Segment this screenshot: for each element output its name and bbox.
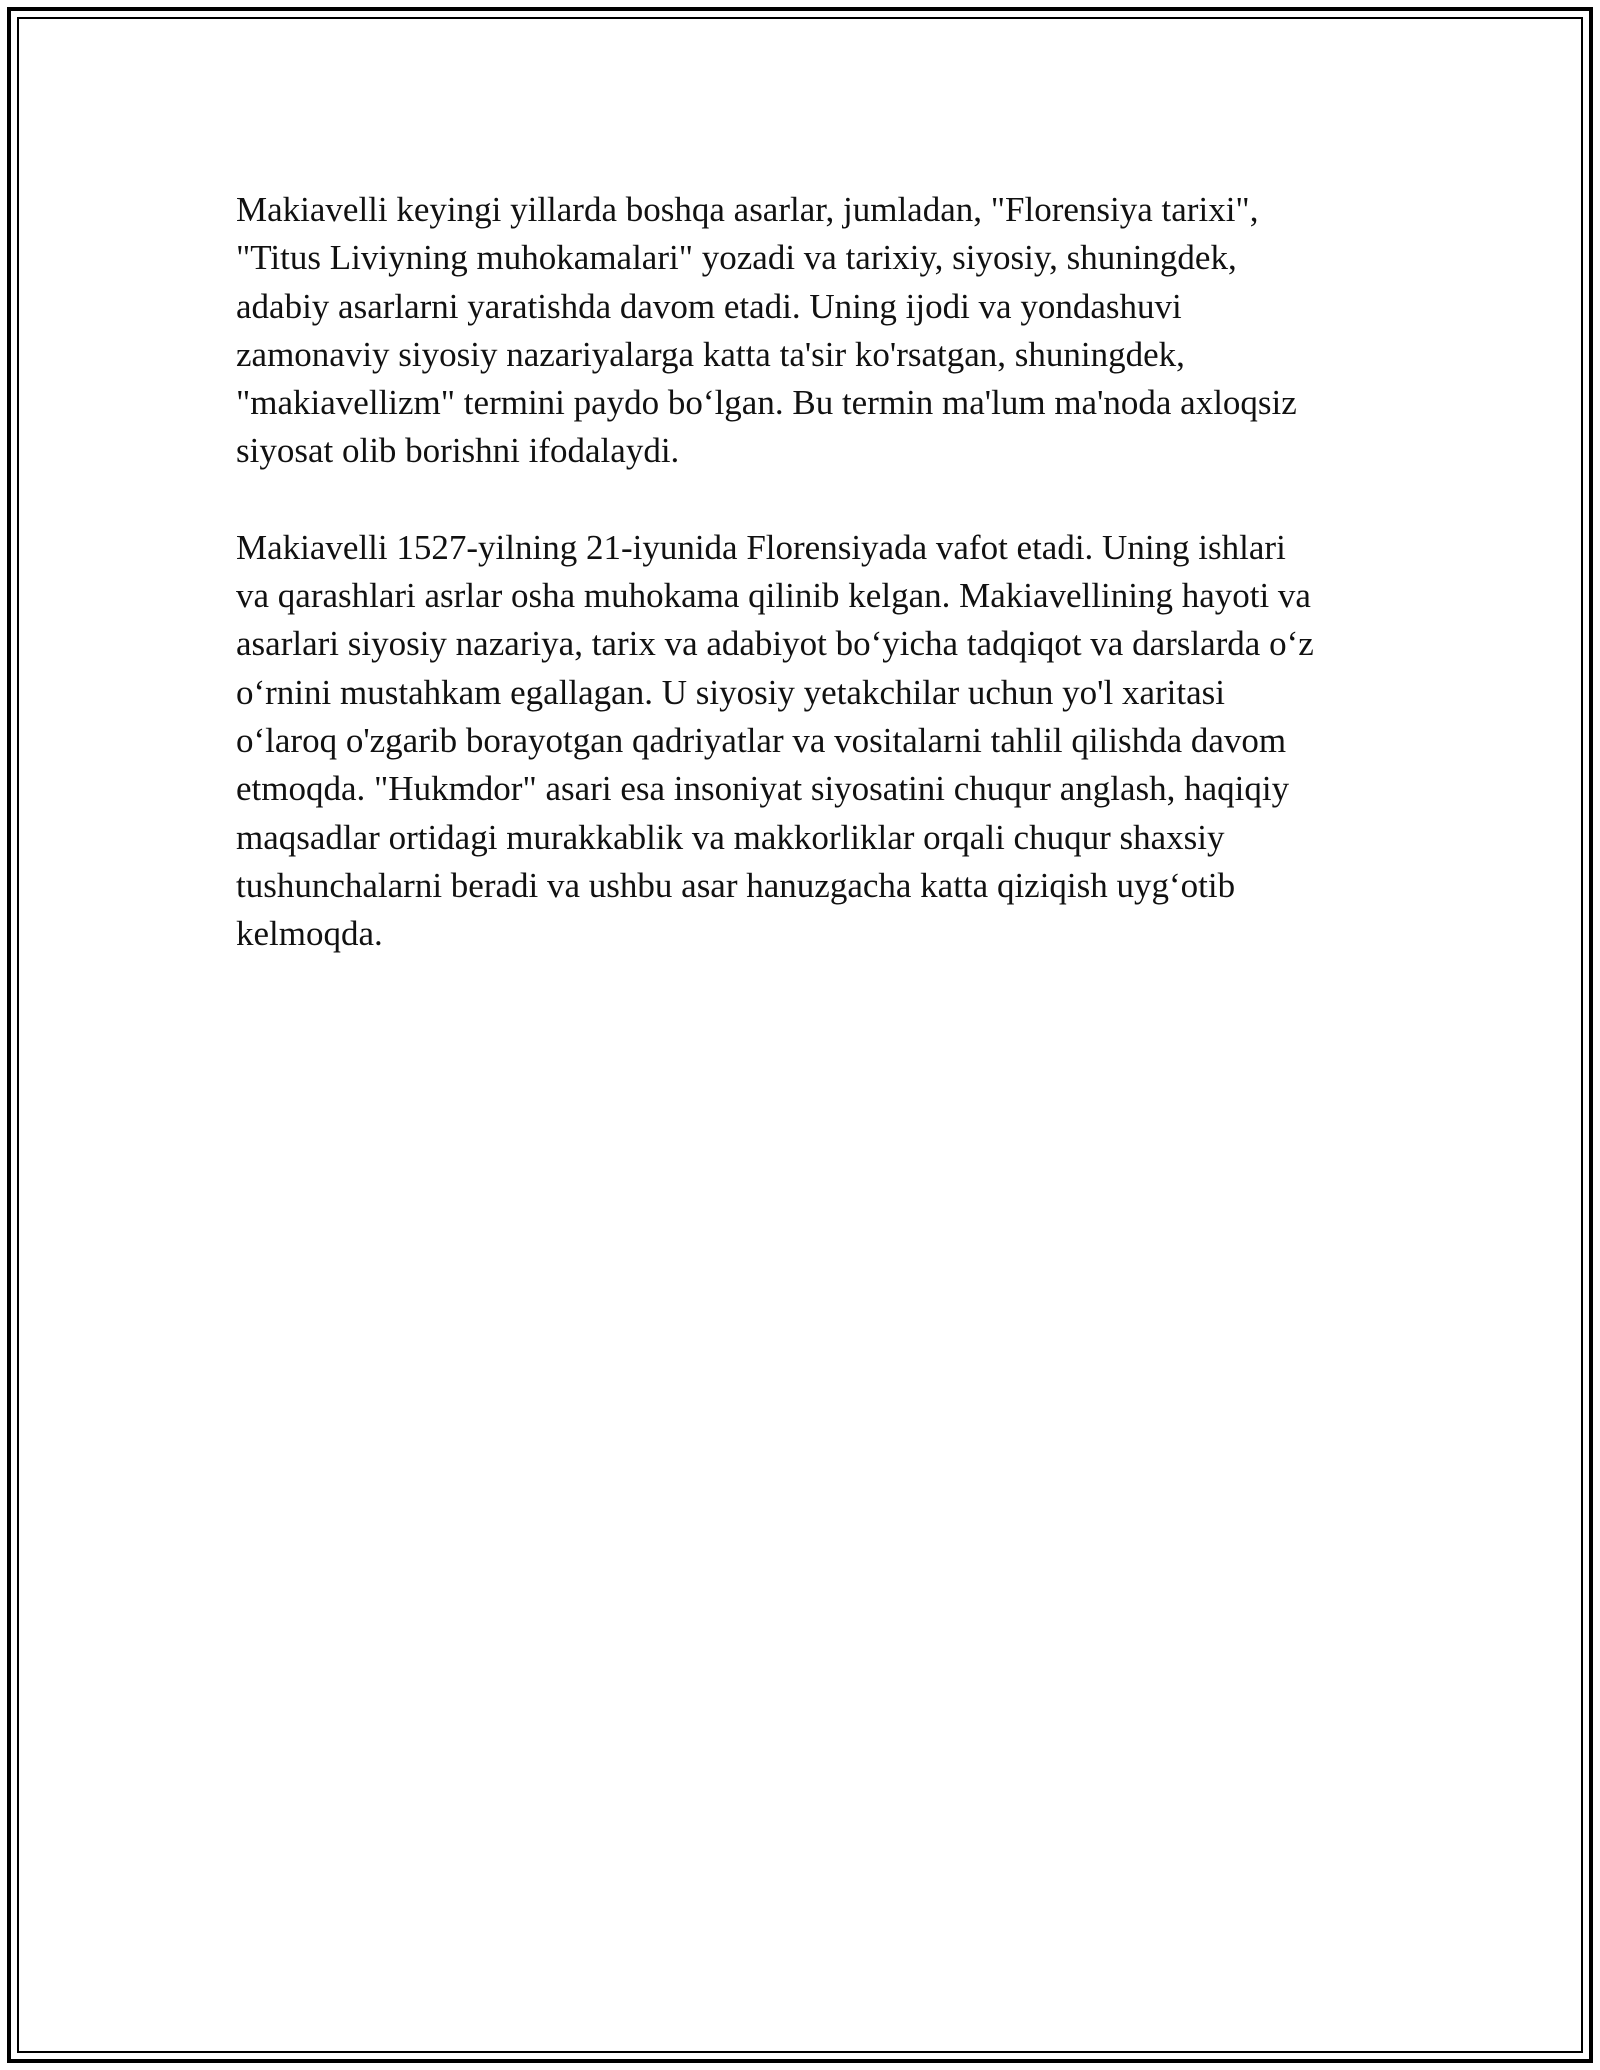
- paragraph-line: va qarashlari asrlar osha muhokama qilinib kelgan. Makiavellining hayoti va: [236, 576, 1311, 616]
- paragraph-line: kelmoqda.: [236, 914, 383, 954]
- paragraph-line: maqsadlar ortidagi murakkablik va makkorliklar orqali chuqur shaxsiy: [236, 817, 1225, 857]
- paragraph-2: [236, 524, 1376, 959]
- paragraph-line: o‘rnini mustahkam egallagan. U siyosiy yetakchilar uchun yo'l xaritasi: [236, 672, 1225, 712]
- paragraph-line: "makiavellizm" termini paydo bo‘lgan. Bu termin ma'lum ma'noda axloqsiz: [236, 383, 1297, 423]
- paragraph-line: o‘laroq o'zgarib borayotgan qadriyatlar va vositalarni tahlil qilishda davom: [236, 720, 1287, 760]
- paragraph-line: etmoqda. "Hukmdor" asari esa insoniyat siyosatini chuqur anglash, haqiqiy: [236, 769, 1290, 809]
- paragraph-line: "Titus Liviyning muhokamalari" yozadi va tarixiy, siyosiy, shuningdek,: [236, 238, 1237, 278]
- paragraph-line: asarlari siyosiy nazariya, tarix va adabiyot bo‘yicha tadqiqot va darslarda o‘z: [236, 624, 1314, 664]
- paragraph-line: Makiavelli 1527-yilning 21-iyunida Florensiyada vafot etadi. Uning ishlari: [236, 527, 1286, 567]
- paragraph-1: [236, 186, 1376, 476]
- paragraph-line: adabiy asarlarni yaratishda davom etadi. Uning ijodi va yondashuvi: [236, 286, 1182, 326]
- paragraph-line: tushunchalarni beradi va ushbu asar hanuzgacha katta qiziqish uyg‘otib: [236, 865, 1236, 905]
- document-body: [236, 186, 1376, 1006]
- paragraph-line: Makiavelli keyingi yillarda boshqa asarlar, jumladan, "Florensiya tarixi",: [236, 190, 1259, 229]
- paragraph-line: siyosat olib borishni ifodalaydi.: [236, 431, 680, 471]
- paragraph-line: zamonaviy siyosiy nazariyalarga katta ta'sir ko'rsatgan, shuningdek,: [236, 334, 1185, 374]
